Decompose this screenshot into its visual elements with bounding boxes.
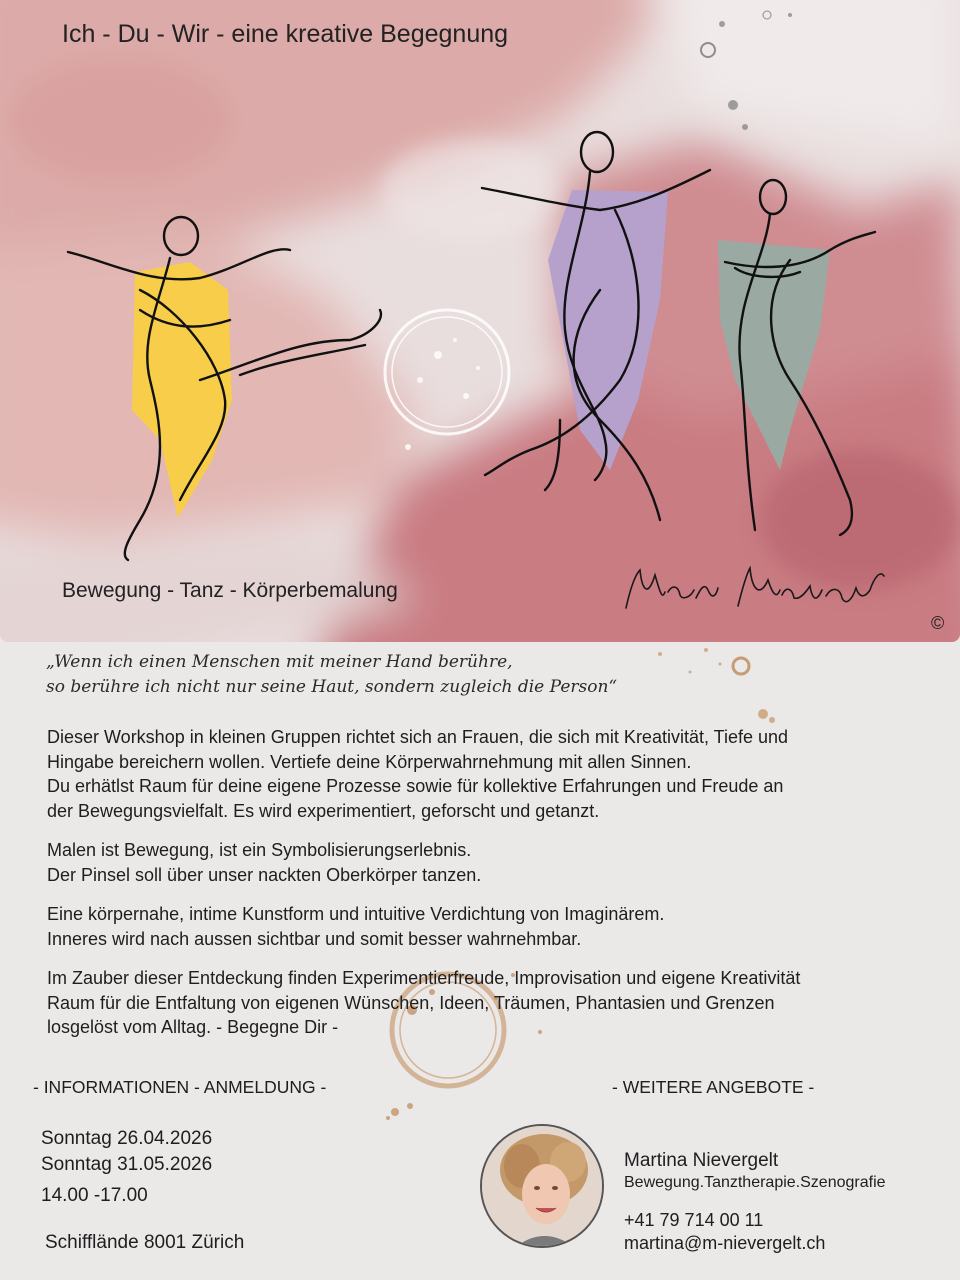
offers-heading: - WEITERE ANGEBOTE - <box>612 1077 815 1097</box>
description-paragraph-3 <box>47 902 927 951</box>
quote-line: „Wenn ich einen Menschen mit meiner Hand berühre, <box>46 652 513 672</box>
text-line: Dieser Workshop in kleinen Gruppen richtet sich an Frauen, die sich mit Kreativität, Tiefe und <box>47 727 789 747</box>
event-location: Schifflände 8001 Zürich <box>45 1232 245 1253</box>
quote-line: so berühre ich nicht nur seine Haut, sondern zugleich die Person“ <box>46 677 618 697</box>
text-line: Hingabe bereichern wollen. Vertiefe deine Körperwahrnehmung mit allen Sinnen. <box>47 751 692 772</box>
event-date-2: Sonntag 31.05.2026 <box>41 1154 213 1175</box>
text-line: Malen ist Bewegung, ist ein Symbolisierungserlebnis. <box>47 840 472 860</box>
contact-name: Martina Nievergelt <box>624 1150 779 1171</box>
text-line: Raum für die Entfaltung von eigenen Wünschen, Ideen, Träumen, Phantasien und Grenzen <box>47 992 775 1013</box>
event-time: 14.00 -17.00 <box>41 1185 148 1206</box>
page-subtitle: Bewegung - Tanz - Körperbemalung <box>62 579 398 602</box>
contact-email[interactable]: martina@m-nievergelt.ch <box>624 1233 826 1253</box>
event-date-1: Sonntag 26.04.2026 <box>41 1128 213 1149</box>
portrait-photo <box>482 1126 604 1248</box>
text-line: Eine körpernahe, intime Kunstform und intuitive Verdichtung von Imaginärem. <box>47 904 665 924</box>
contact-phone[interactable]: +41 79 714 00 11 <box>624 1210 764 1230</box>
text-line: Inneres wird nach aussen sichtbar und somit besser wahrnehmbar. <box>47 928 582 949</box>
description-paragraph-2 <box>47 838 927 887</box>
page-title: Ich - Du - Wir - eine kreative Begegnung <box>62 20 509 48</box>
avatar <box>480 1124 604 1248</box>
contact-profession: Bewegung.Tanztherapie.Szenografie <box>624 1174 886 1191</box>
text-line: Im Zauber dieser Entdeckung finden Experimentierfreude, Improvisation und eigene Kreativität <box>47 968 801 988</box>
description-paragraph-4 <box>47 966 927 1040</box>
description-paragraph-1 <box>47 725 927 823</box>
quote-block <box>46 650 746 700</box>
copyright-symbol: © <box>931 613 945 633</box>
text-line: Du erhätlst Raum für deine eigene Prozesse sowie für kollektive Erfahrungen und Freude an <box>47 776 784 796</box>
text-line: Der Pinsel soll über unser nackten Oberkörper tanzen. <box>47 864 482 885</box>
text-line: der Bewegungsvielfalt. Es wird experimentiert, geforscht und getanzt. <box>47 800 600 821</box>
info-heading: - INFORMATIONEN - ANMELDUNG - <box>33 1077 327 1097</box>
text-line: losgelöst vom Alltag. - Begegne Dir - <box>47 1017 339 1037</box>
